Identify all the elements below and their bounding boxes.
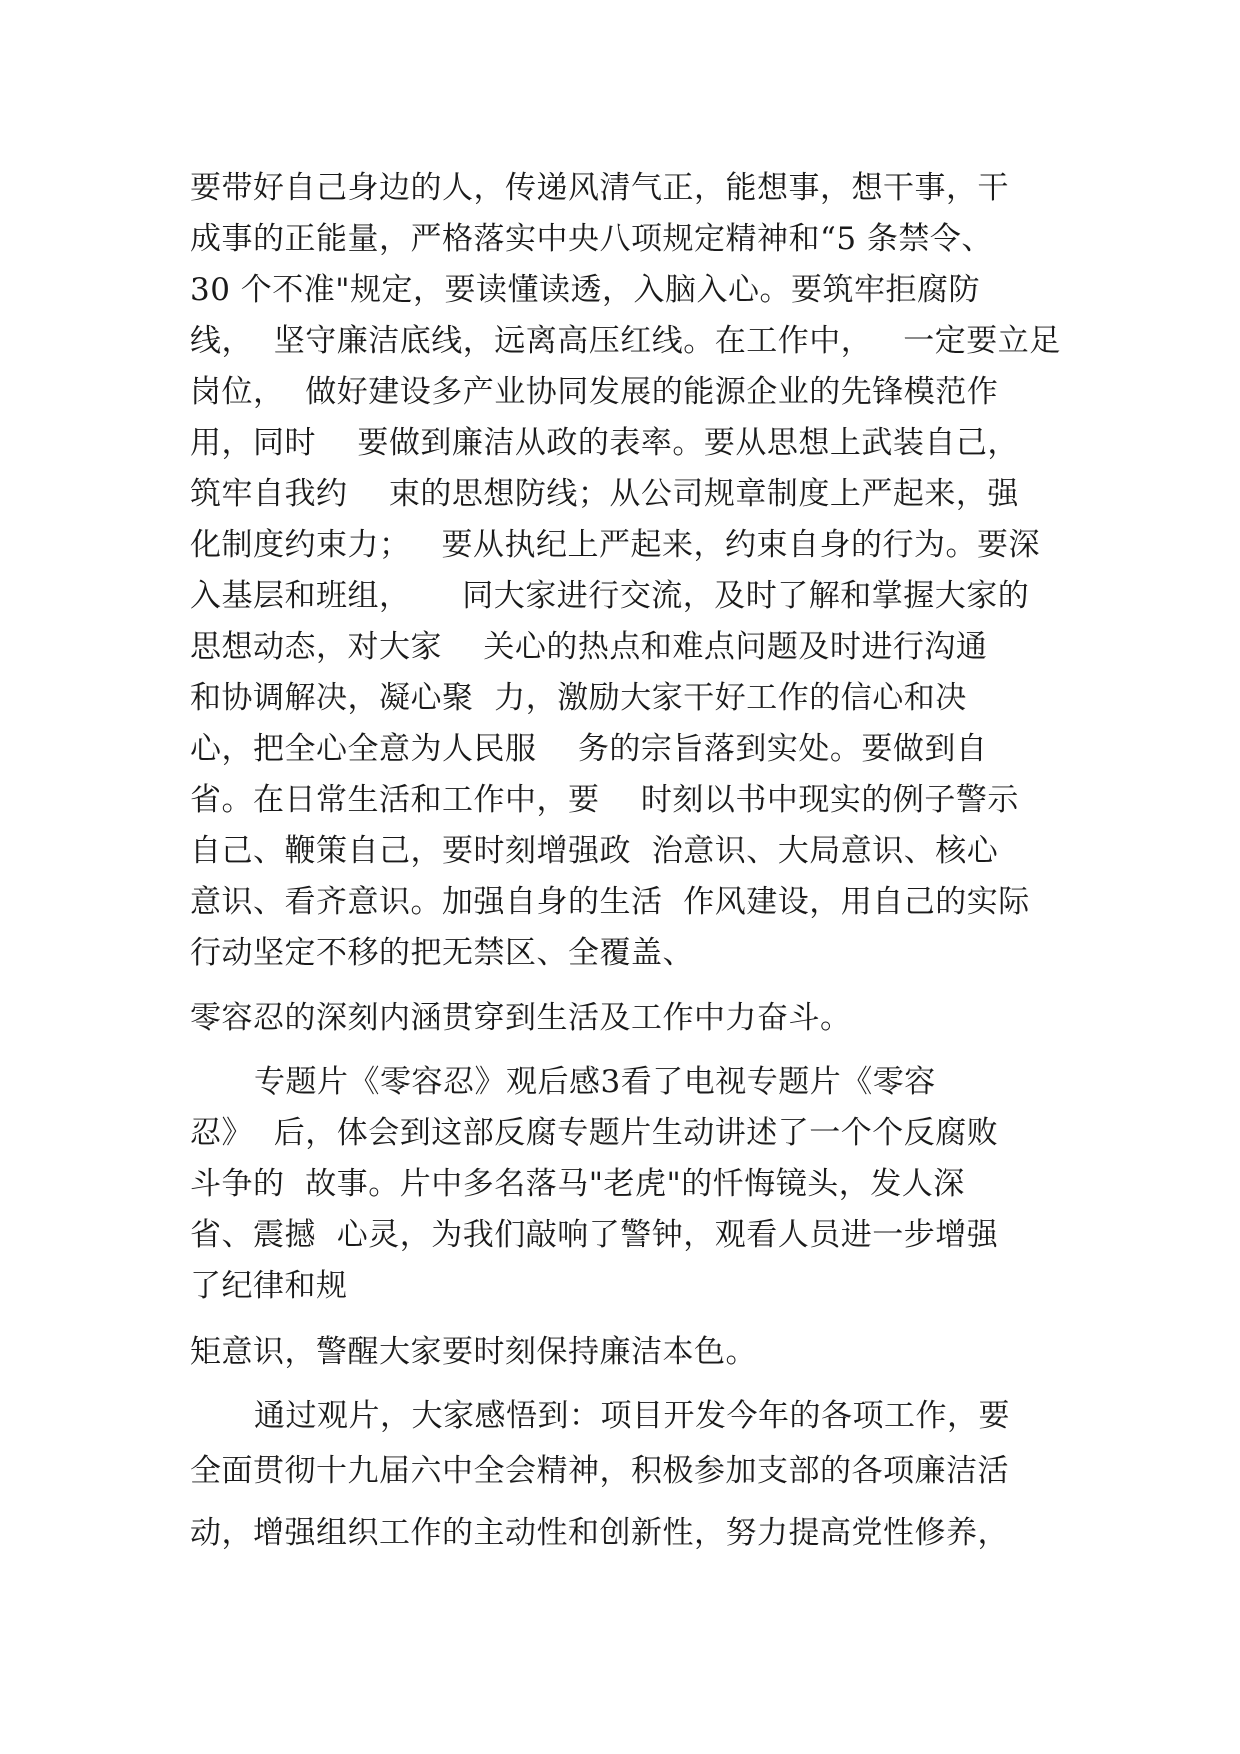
text-line-4: 线， 坚守廉洁底线，远离高压红线。在工作中， 一定要立足 (190, 323, 1061, 359)
text-line-3: 30 个不准"规定，要读懂读透，入脑入心。要筑牢拒腐防 (190, 272, 981, 308)
text-line-19: 忍》 后，体会到这部反腐专题片生动讲述了一个个反腐败 (190, 1115, 999, 1151)
text-line-18: 专题片《零容忍》观后感3看了电视专题片《零容 (254, 1064, 936, 1100)
text-line-5: 岗位， 做好建设多产业协同发展的能源企业的先锋模范作 (190, 374, 999, 410)
text-line-25: 全面贯彻十九届六中全会精神，积极参加支部的各项廉洁活 (190, 1453, 1009, 1489)
text-line-15: 意识、看齐意识。加强自身的生活 作风建设，用自己的实际 (190, 884, 1030, 920)
text-line-14: 自己、鞭策自己，要时刻增强政 治意识、大局意识、核心 (190, 833, 999, 869)
text-line-10: 思想动态，对大家 关心的热点和难点问题及时进行沟通 (190, 629, 988, 665)
text-line-11: 和协调解决，凝心聚 力，激励大家干好工作的信心和决 (190, 680, 967, 716)
text-line-22: 了纪律和规 (190, 1268, 348, 1304)
text-line-26: 动，增强组织工作的主动性和创新性，努力提高党性修养， (190, 1515, 1009, 1551)
text-line-8: 化制度约束力； 要从执纪上严起来，约束自身的行为。要深 (190, 527, 1041, 563)
text-line-16: 行动坚定不移的把无禁区、全覆盖、 (190, 935, 694, 971)
text-line-6: 用，同时 要做到廉洁从政的表率。要从思想上武装自己， (190, 425, 1019, 461)
text-line-7: 筑牢自我约 束的思想防线；从公司规章制度上严起来，强 (190, 476, 1019, 512)
text-line-21: 省、震撼 心灵，为我们敲响了警钟，观看人员进一步增强 (190, 1217, 999, 1253)
text-line-17: 零容忍的深刻内涵贯穿到生活及工作中力奋斗。 (190, 1000, 852, 1036)
text-line-12: 心，把全心全意为人民服 务的宗旨落到实处。要做到自 (190, 731, 988, 767)
text-line-23: 矩意识，警醒大家要时刻保持廉洁本色。 (190, 1334, 757, 1370)
text-line-9: 入基层和班组， 同大家进行交流，及时了解和掌握大家的 (190, 578, 1030, 614)
text-line-2: 成事的正能量，严格落实中央八项规定精神和“5 条禁令、 (190, 221, 993, 257)
text-line-13: 省。在日常生活和工作中，要 时刻以书中现实的例子警示 (190, 782, 1019, 818)
text-line-20: 斗争的 故事。片中多名落马"老虎"的忏悔镜头，发人深 (190, 1166, 965, 1202)
text-line-24: 通过观片，大家感悟到：项目开发今年的各项工作，要 (254, 1398, 1010, 1434)
text-line-1: 要带好自己身边的人，传递风清气正，能想事，想干事，干 (190, 170, 1009, 206)
